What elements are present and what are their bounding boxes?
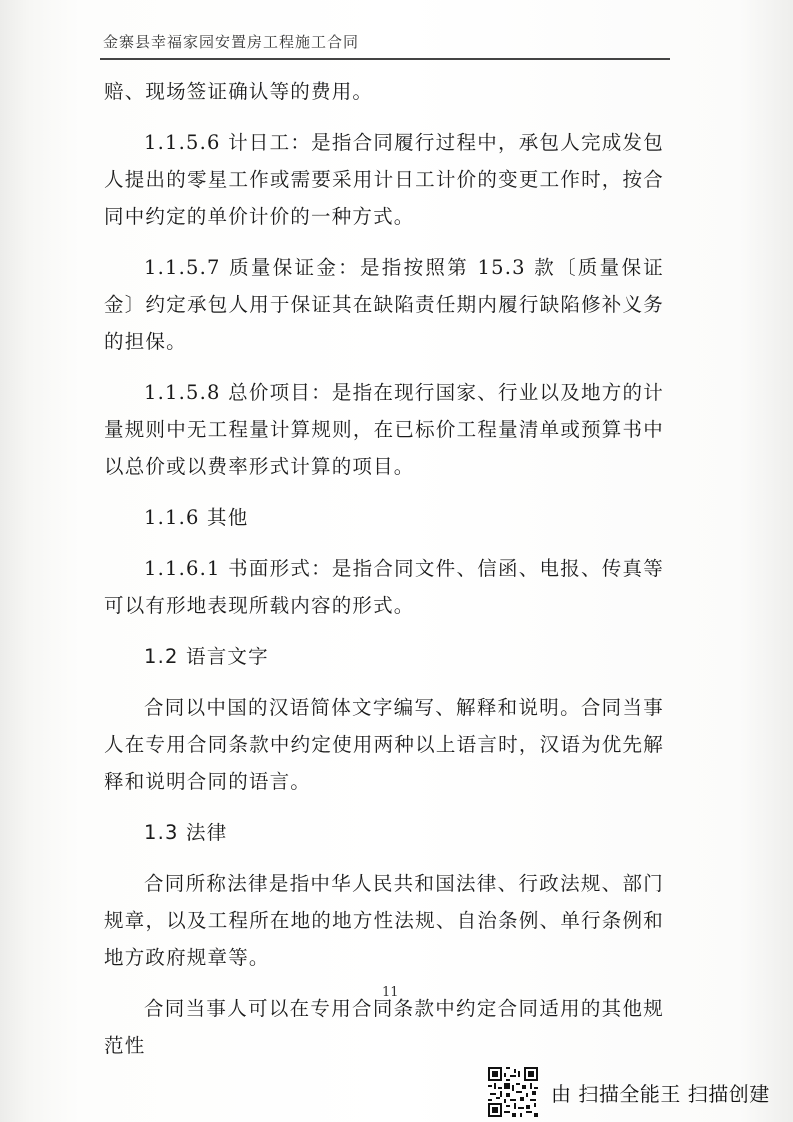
paragraph: 赔、现场签证确认等的费用。 xyxy=(104,80,374,103)
paragraph-1-3-b: 合同当事人可以在专用合同条款中约定合同适用的其他规范性 xyxy=(104,997,664,1057)
qr-code-icon xyxy=(488,1067,538,1117)
paragraph-1-1-5-6: 1.1.5.6 计日工：是指合同履行过程中，承包人完成发包人提出的零星工作或需要采用计日工计价的变更工作时，按合同中约定的单价计价的一种方式。 xyxy=(104,131,664,228)
section-heading-1-3: 1.3 法律 xyxy=(144,821,228,844)
body-text xyxy=(104,73,664,1064)
header-rule xyxy=(100,58,670,60)
paragraph-1-1-5-7: 1.1.5.7 质量保证金：是指按照第 15.3 款〔质量保证金〕约定承包人用于保证其在缺陷责任期内履行缺陷修补义务的担保。 xyxy=(104,256,664,353)
scanner-watermark: 由 扫描全能王 扫描创建 xyxy=(551,1082,770,1106)
page-number: 11 xyxy=(382,985,399,1000)
section-heading-1-2: 1.2 语言文字 xyxy=(144,645,269,668)
paragraph-1-1-6: 1.1.6 其他 xyxy=(144,506,249,529)
paragraph-1-2: 合同以中国的汉语简体文字编写、解释和说明。合同当事人在专用合同条款中约定使用两种以上语言时，汉语为优先解释和说明合同的语言。 xyxy=(104,696,664,793)
paragraph-1-1-6-1: 1.1.6.1 书面形式：是指合同文件、信函、电报、传真等可以有形地表现所载内容的形式。 xyxy=(104,557,664,617)
paragraph-1-1-5-8: 1.1.5.8 总价项目：是指在现行国家、行业以及地方的计量规则中无工程量计算规则，在已标价工程量清单或预算书中以总价或以费率形式计算的项目。 xyxy=(104,381,664,478)
running-header: 金寨县幸福家园安置房工程施工合同 xyxy=(103,33,360,51)
paragraph-1-3: 合同所称法律是指中华人民共和国法律、行政法规、部门规章，以及工程所在地的地方性法规、自治条例、单行条例和地方政府规章等。 xyxy=(104,872,664,969)
